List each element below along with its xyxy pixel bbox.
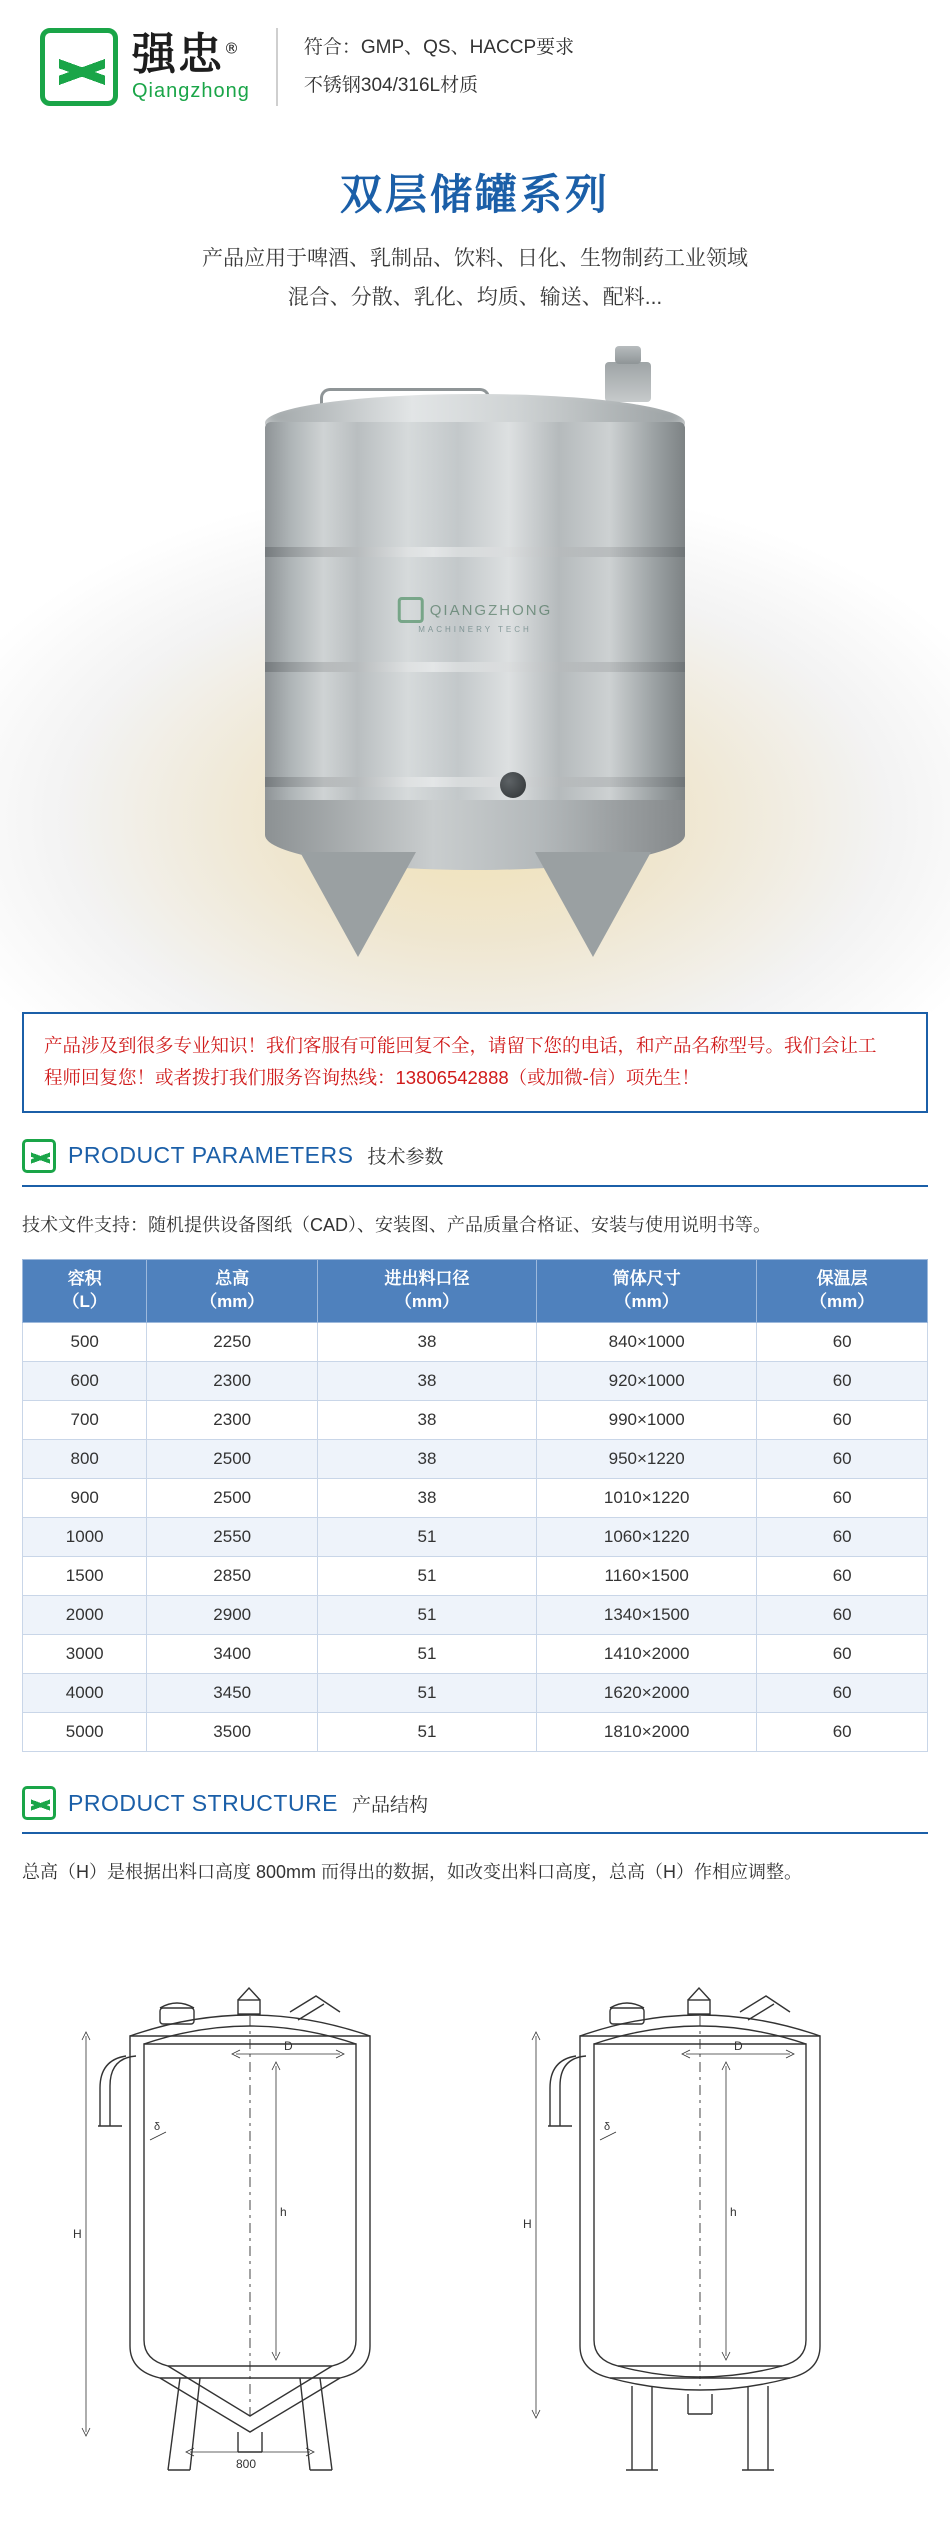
column-header-insulation (757, 1260, 928, 1323)
column-header-line2: （mm） (810, 1292, 875, 1312)
tank-weld-band (265, 777, 685, 787)
table-row (23, 1440, 928, 1479)
table-row (23, 1323, 928, 1362)
table-row (23, 1713, 928, 1752)
technical-documents-note: 技术文件支持：随机提供设备图纸（CAD）、安装图、产品质量合格证、安装与使用说明书等。 (22, 1214, 771, 1235)
column-header-total-height (147, 1260, 318, 1323)
service-notice-box (22, 1012, 928, 1113)
cell-insulation: 60 (757, 1713, 928, 1752)
cell-port-diameter: 38 (318, 1362, 537, 1401)
column-header-shell-size (537, 1260, 757, 1323)
table-row (23, 1674, 928, 1713)
cell-volume: 500 (23, 1323, 147, 1362)
cell-volume: 700 (23, 1401, 147, 1440)
cell-shell-size: 1060×1220 (537, 1518, 757, 1557)
cell-total-height: 2550 (147, 1518, 318, 1557)
watermark-logo-icon (398, 597, 424, 623)
column-header-line2: （mm） (394, 1292, 460, 1312)
cell-insulation: 60 (757, 1323, 928, 1362)
column-header-line2: （mm） (200, 1292, 265, 1312)
table-head (23, 1260, 928, 1323)
cell-insulation: 60 (757, 1362, 928, 1401)
hero-subtitle-line-1: 产品应用于啤酒、乳制品、饮料、日化、生物制药工业领域 (202, 247, 748, 270)
dim-label-h: h (730, 2205, 737, 2220)
page-header (0, 0, 950, 132)
cell-insulation: 60 (757, 1440, 928, 1479)
structure-drawing-right (490, 1916, 910, 2476)
hero-subtitle (0, 240, 950, 318)
tank-support-leg (300, 852, 416, 957)
parameters-table (22, 1259, 928, 1752)
cell-total-height: 2900 (147, 1596, 318, 1635)
notice-line-2: 程师回复您！或者拨打我们服务咨询热线：13806542888（或加微-信）项先生！ (44, 1067, 700, 1089)
dim-label-h: h (280, 2205, 287, 2220)
cell-total-height: 3500 (147, 1713, 318, 1752)
cell-port-diameter: 38 (318, 1323, 537, 1362)
cell-total-height: 2300 (147, 1362, 318, 1401)
cell-total-height: 3450 (147, 1674, 318, 1713)
table-body (23, 1323, 928, 1752)
watermark-text-cn: QIANGZHONG (429, 601, 553, 619)
parameters-table-wrapper (0, 1259, 950, 1752)
section-header-parameters (0, 1139, 950, 1173)
cell-insulation: 60 (757, 1635, 928, 1674)
column-header-line1: 筒体尺寸 (612, 1269, 681, 1289)
cell-volume: 900 (23, 1479, 147, 1518)
section-title-en: PRODUCT PARAMETERS (68, 1142, 354, 1169)
table-row (23, 1479, 928, 1518)
cell-port-diameter: 51 (318, 1674, 537, 1713)
cell-port-diameter: 38 (318, 1440, 537, 1479)
cell-port-diameter: 51 (318, 1557, 537, 1596)
dim-label-H: H (73, 2227, 82, 2242)
cell-insulation: 60 (757, 1518, 928, 1557)
cell-shell-size: 1620×2000 (537, 1674, 757, 1713)
brand-text (132, 28, 250, 103)
column-header-line1: 保温层 (816, 1269, 868, 1289)
cell-total-height: 2850 (147, 1557, 318, 1596)
cell-volume: 800 (23, 1440, 147, 1479)
certification-lines (304, 29, 574, 105)
company-logo-icon (40, 28, 118, 106)
cell-volume: 1500 (23, 1557, 147, 1596)
tank-drawing-cone-bottom (40, 1916, 460, 2476)
section-header-structure (0, 1786, 950, 1820)
dim-label-800: 800 (236, 2457, 257, 2472)
section-rule (22, 1185, 928, 1187)
structure-drawings (0, 1906, 950, 2506)
header-divider (276, 28, 278, 106)
section-title-en: PRODUCT STRUCTURE (68, 1789, 339, 1816)
cell-shell-size: 1340×1500 (537, 1596, 757, 1635)
section-logo-icon (22, 1786, 56, 1820)
tank-weld-band (265, 662, 685, 672)
cell-shell-size: 1810×2000 (537, 1713, 757, 1752)
table-row (23, 1557, 928, 1596)
dim-label-delta: δ (154, 2121, 161, 2134)
cell-insulation: 60 (757, 1401, 928, 1440)
storage-tank-image (210, 332, 740, 972)
tank-drawing-flat-bottom (490, 1916, 910, 2476)
tank-agitator-motor (605, 362, 651, 402)
brand-logo (40, 28, 250, 106)
tank-outlet-valve (500, 772, 526, 798)
section-title-cn: 技术参数 (367, 1147, 444, 1169)
cell-volume: 3000 (23, 1635, 147, 1674)
certification-line-1: 符合：GMP、QS、HACCP要求 (303, 37, 575, 58)
cell-shell-size: 840×1000 (537, 1323, 757, 1362)
cell-port-diameter: 38 (318, 1401, 537, 1440)
section-title-cn: 产品结构 (352, 1794, 429, 1816)
cell-volume: 4000 (23, 1674, 147, 1713)
cell-total-height: 2500 (147, 1479, 318, 1518)
hero-subtitle-line-2: 混合、分散、乳化、均质、输送、配料... (287, 285, 663, 309)
column-header-line1: 容积 (67, 1269, 102, 1289)
column-header-line2: （mm） (614, 1292, 679, 1312)
cell-volume: 2000 (23, 1596, 147, 1635)
table-row (23, 1401, 928, 1440)
table-row (23, 1518, 928, 1557)
column-header-volume (23, 1260, 147, 1323)
section-logo-icon (22, 1139, 56, 1173)
cell-shell-size: 1160×1500 (537, 1557, 757, 1596)
dim-label-delta: δ (604, 2121, 611, 2134)
dim-label-D: D (734, 2039, 743, 2054)
tank-watermark-logo (398, 597, 553, 634)
hero-title: 双层储罐系列 (339, 170, 610, 219)
notice-line-1: 产品涉及到很多专业知识！我们客服有可能回复不全，请留下您的电话，和产品名称型号。我们会让工 (44, 1035, 877, 1056)
material-line-2: 不锈钢304/316L材质 (303, 75, 479, 96)
cell-total-height: 2500 (147, 1440, 318, 1479)
cell-port-diameter: 51 (318, 1518, 537, 1557)
column-header-port-diameter (318, 1260, 537, 1323)
dim-label-H: H (523, 2217, 532, 2232)
table-row (23, 1635, 928, 1674)
tank-weld-band (265, 547, 685, 557)
structure-note: 总高（H）是根据出料口高度 800mm 而得出的数据，如改变出料口高度，总高（H）作相应调整。 (22, 1862, 803, 1883)
cell-volume: 5000 (23, 1713, 147, 1752)
cell-shell-size: 990×1000 (537, 1401, 757, 1440)
column-header-line1: 总高 (215, 1269, 250, 1289)
cell-shell-size: 950×1220 (537, 1440, 757, 1479)
cell-insulation: 60 (757, 1674, 928, 1713)
cell-total-height: 2300 (147, 1401, 318, 1440)
registered-mark: ® (224, 39, 241, 58)
cell-shell-size: 1410×2000 (537, 1635, 757, 1674)
dim-label-D: D (284, 2039, 293, 2054)
cell-insulation: 60 (757, 1596, 928, 1635)
cell-port-diameter: 38 (318, 1479, 537, 1518)
brand-name-cn: 强忠® (132, 29, 241, 80)
table-row (23, 1362, 928, 1401)
cell-volume: 1000 (23, 1518, 147, 1557)
brand-name-en: Qiangzhong (132, 80, 250, 103)
cell-port-diameter: 51 (318, 1635, 537, 1674)
watermark-text-en: MACHINERY TECH (418, 625, 532, 634)
cell-port-diameter: 51 (318, 1713, 537, 1752)
cell-shell-size: 920×1000 (537, 1362, 757, 1401)
cell-total-height: 2250 (147, 1323, 318, 1362)
cell-insulation: 60 (757, 1479, 928, 1518)
section-rule (22, 1832, 928, 1834)
cell-volume: 600 (23, 1362, 147, 1401)
tank-support-leg (535, 852, 651, 957)
table-header-row (23, 1260, 928, 1323)
cell-port-diameter: 51 (318, 1596, 537, 1635)
table-row (23, 1596, 928, 1635)
column-header-line1: 进出料口径 (384, 1269, 470, 1289)
cell-shell-size: 1010×1220 (537, 1479, 757, 1518)
column-header-line2: （L） (62, 1292, 107, 1312)
cell-insulation: 60 (757, 1557, 928, 1596)
cell-total-height: 3400 (147, 1635, 318, 1674)
hero-banner (0, 132, 950, 1012)
structure-drawing-left (40, 1916, 460, 2476)
